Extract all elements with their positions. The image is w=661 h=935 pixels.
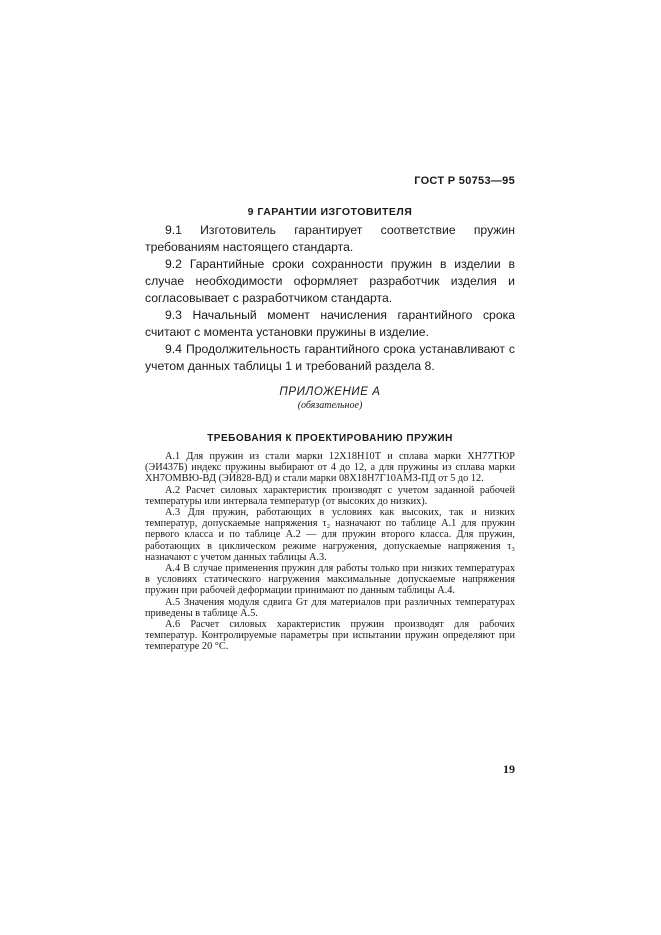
paragraph: А.3 Для пружин, работающих в условиях как высоких, так и низких температур, допускаемые напряжения τ₂ назначают по таблице А.1 для пружин первого класса и по таблице А.2 — для пружин второго класса. Для пружин, работающих в циклическом режиме нагружения, допускаемые напряжения τ₃ назначают с учетом данных таблицы А.3.: [145, 507, 515, 563]
standard-header: ГОСТ Р 50753—95: [414, 175, 515, 187]
paragraph: 9.3 Начальный момент начисления гарантийного срока считают с момента установки пружины в изделие.: [145, 308, 515, 339]
appendix-title: ПРИЛОЖЕНИЕ А: [279, 386, 381, 398]
paragraph: 9.2 Гарантийные сроки сохранности пружин в изделии в случае необходимости оформляет разработчик изделия и согласовывает с разработчиком стандарта.: [145, 257, 515, 305]
appendix-heading: ТРЕБОВАНИЯ К ПРОЕКТИРОВАНИЮ ПРУЖИН: [207, 433, 453, 444]
paragraph: А.1 Для пружин из стали марки 12Х18Н10Т и сплава марки ХН77ТЮР (ЭИ437Б) индекс пружины выбирают от 4 до 12, а для пружины из сплава марки ХН7ОМВЮ-ВД (ЭИ828-ВД) и стали марки 08Х18Н7Г10АМЗ-ПД от 5 до 12.: [145, 451, 515, 485]
page-number: 19: [503, 762, 515, 776]
appendix-body: [145, 451, 515, 653]
section-title: 9 ГАРАНТИИ ИЗГОТОВИТЕЛЯ: [247, 206, 413, 218]
appendix-subtitle: (обязательное): [297, 400, 363, 411]
paragraph: А.6 Расчет силовых характеристик пружин производят для рабочих температур. Контролируемые параметры при испытании пружин определяют при температуре 20 °С.: [145, 619, 515, 653]
section-body: [145, 222, 515, 375]
paragraph: А.5 Значения модуля сдвига Gт для материалов при различных температурах приведены в таблице А.5.: [145, 596, 515, 619]
paragraph: А.4 В случае применения пружин для работы только при низких температурах в условиях статического нагружения максимальные допускаемые напряжения пружин при рабочей деформации принимают по данным таблицы А.4.: [145, 563, 515, 597]
paragraph: 9.4 Продолжительность гарантийного срока устанавливают с учетом данных таблицы 1 и требований раздела 8.: [145, 342, 515, 373]
paragraph: 9.1 Изготовитель гарантирует соответствие пружин требованиям настоящего стандарта.: [145, 223, 515, 254]
paragraph: А.2 Расчет силовых характеристик производят с учетом заданной рабочей температуры или интервала температур (от высоких до низких).: [145, 484, 515, 507]
